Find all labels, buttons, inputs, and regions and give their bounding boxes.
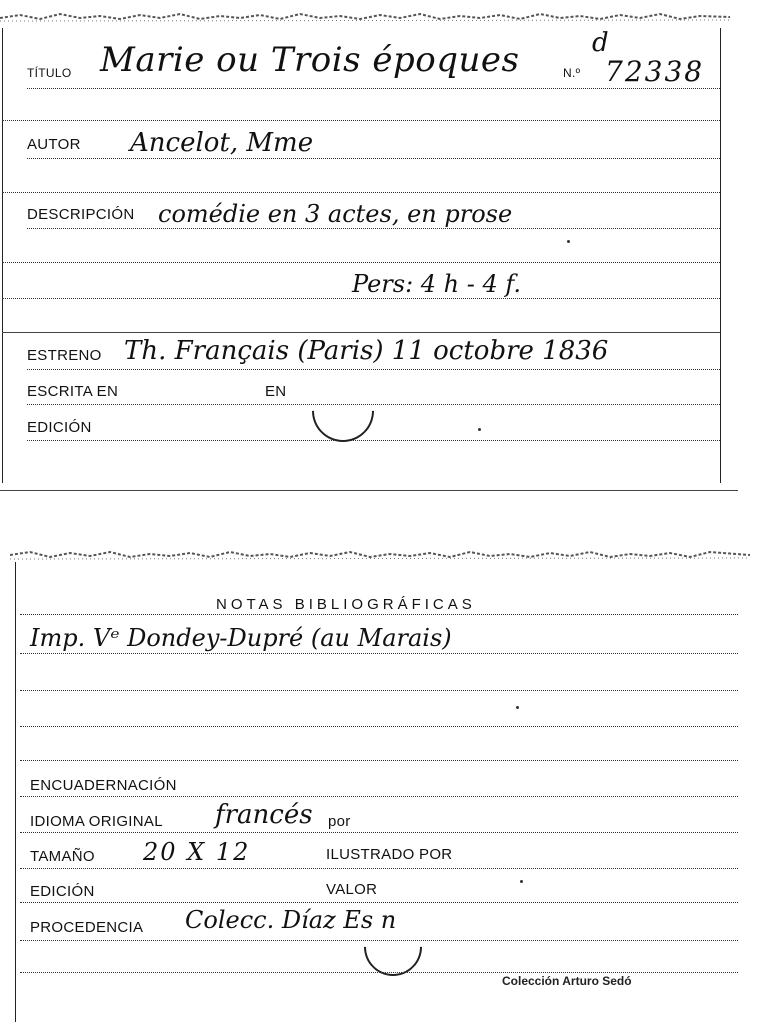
titulo-value: Marie ou Trois époques bbox=[100, 40, 520, 80]
idioma-original-value: francés bbox=[215, 800, 313, 830]
estreno-value: Th. Français (Paris) 11 octobre 1836 bbox=[124, 336, 609, 366]
estreno-rule bbox=[27, 369, 720, 370]
titulo-rule bbox=[27, 88, 720, 89]
idioma-original-label: IDIOMA ORIGINAL bbox=[30, 813, 163, 830]
procedencia-value: Colecc. Díaz Es n bbox=[185, 906, 397, 934]
autor-value: Ancelot, Mme bbox=[130, 128, 314, 158]
descripcion-rule bbox=[27, 228, 720, 229]
en-label: EN bbox=[265, 383, 287, 400]
valor-label: VALOR bbox=[326, 881, 378, 898]
titulo-label: TÍTULO bbox=[27, 66, 72, 80]
scan-speck bbox=[567, 240, 570, 243]
descripcion-label: DESCRIPCIÓN bbox=[27, 206, 135, 223]
numero-label: N.º bbox=[563, 66, 581, 80]
edicion-label: EDICIÓN bbox=[27, 419, 92, 436]
scan-edge-noise bbox=[10, 548, 750, 562]
notas-heading: NOTAS BIBLIOGRÁFICAS bbox=[216, 596, 476, 613]
blank-rule-bottom bbox=[20, 972, 738, 973]
edicion-rule bbox=[27, 440, 720, 441]
card-right-border bbox=[720, 28, 721, 483]
notas-line-4 bbox=[20, 760, 738, 761]
idioma-original-rule bbox=[20, 832, 738, 833]
catalog-card-back bbox=[0, 540, 759, 1028]
scan-speck bbox=[520, 880, 523, 883]
edicion-label: EDICIÓN bbox=[30, 883, 95, 900]
notas-line-1 bbox=[20, 653, 738, 654]
autor-label: AUTOR bbox=[27, 136, 81, 153]
blank-rule-4 bbox=[2, 298, 720, 299]
numero-superscript: d bbox=[592, 28, 609, 58]
catalog-card-front bbox=[0, 0, 759, 500]
por-label: por bbox=[328, 813, 351, 830]
scan-speck bbox=[478, 428, 481, 431]
notas-line-3 bbox=[20, 726, 738, 727]
encuadernacion-label: ENCUADERNACIÓN bbox=[30, 777, 177, 794]
card-bottom-edge bbox=[0, 490, 738, 491]
tamano-value: 20 X 12 bbox=[143, 838, 251, 866]
blank-rule-1 bbox=[2, 120, 720, 121]
estreno-label: ESTRENO bbox=[27, 347, 102, 364]
blank-rule-3 bbox=[2, 262, 720, 263]
descripcion-value: comédie en 3 actes, en prose bbox=[158, 200, 513, 228]
personajes-value: Pers: 4 h - 4 f. bbox=[352, 270, 522, 298]
scan-speck bbox=[516, 706, 519, 709]
escrita-en-label: ESCRITA EN bbox=[27, 383, 119, 400]
notas-value: Imp. Vᵉ Dondey-Dupré (au Marais) bbox=[30, 624, 452, 652]
ilustrado-por-label: ILUSTRADO POR bbox=[326, 846, 453, 863]
collection-credit: Colección Arturo Sedó bbox=[502, 974, 632, 988]
tamano-rule bbox=[20, 868, 738, 869]
autor-rule bbox=[27, 158, 720, 159]
notas-rule bbox=[20, 614, 738, 615]
encuadernacion-rule bbox=[20, 796, 738, 797]
section-rule bbox=[2, 332, 720, 333]
notas-line-2 bbox=[20, 690, 738, 691]
punch-hole-mark bbox=[299, 367, 387, 455]
numero-value: 72338 bbox=[605, 55, 705, 88]
procedencia-label: PROCEDENCIA bbox=[30, 919, 144, 936]
card-left-border bbox=[15, 562, 16, 1022]
card-left-border bbox=[2, 28, 3, 483]
edicion-rule bbox=[20, 902, 738, 903]
scan-edge-noise bbox=[0, 10, 730, 24]
tamano-label: TAMAÑO bbox=[30, 848, 95, 865]
blank-rule-2 bbox=[2, 192, 720, 193]
